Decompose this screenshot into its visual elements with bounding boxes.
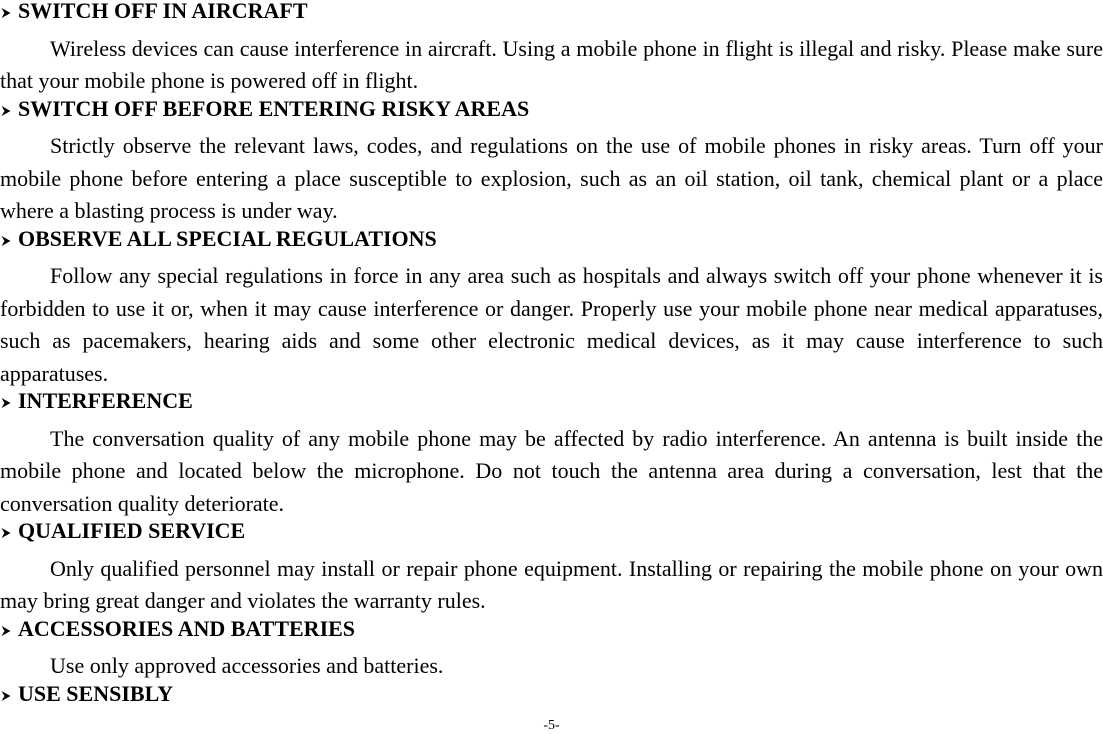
section-heading-text: OBSERVE ALL SPECIAL REGULATIONS bbox=[18, 225, 437, 251]
section-body-text: Wireless devices can cause interference in aircraft. Using a mobile phone in flight is illegal and risky. Please make sure that your mobile phone is powered off in flight. bbox=[0, 35, 1103, 93]
section-heading-qualified-service bbox=[0, 520, 1103, 553]
section-body-text: Strictly observe the relevant laws, codes, and regulations on the use of mobile phones in risky areas. Turn off your mobile phone before entering a place susceptible to explosion, such as an oil station, oil tank, chemical plant or a place where a blasting process is under way. bbox=[0, 133, 1103, 223]
section-heading-observe-all-special-regulations bbox=[0, 225, 1103, 261]
section-heading-switch-off-in-aircraft bbox=[0, 0, 1103, 33]
arrowhead-bullet-icon bbox=[1, 397, 11, 409]
arrowhead-bullet-icon bbox=[1, 105, 11, 117]
section-heading-text: USE SENSIBLY bbox=[18, 680, 174, 706]
section-heading-text: QUALIFIED SERVICE bbox=[18, 518, 246, 543]
section-body-text: Follow any special regulations in force in any area such as hospitals and always switch off your phone whenever it is forbidden to use it or, when it may cause interference or danger. Properly use your mobile phone near medical apparatuses, such as pacemakers, hearing aids and some other electronic medical devices, as it may cause interference to such apparatuses. bbox=[0, 263, 1103, 386]
arrowhead-bullet-icon bbox=[1, 527, 11, 539]
arrowhead-bullet-icon bbox=[1, 625, 11, 637]
section-body-text: The conversation quality of any mobile phone may be affected by radio interference. An antenna is built inside the mobile phone and located below the microphone. Do not touch the antenna area during a conversation, lest that the conversation quality deteriorate. bbox=[0, 425, 1103, 516]
section-heading-use-sensibly bbox=[0, 680, 1103, 716]
section-heading-text: ACCESSORIES AND BATTERIES bbox=[18, 615, 356, 641]
section-body-text: Only qualified personnel may install or repair phone equipment. Installing or repairing the mobile phone on your own may bring great danger and violates the warranty rules. bbox=[0, 555, 1103, 613]
section-heading-interference bbox=[0, 390, 1103, 423]
page-number: -5- bbox=[543, 718, 560, 733]
section-body-text: Use only approved accessories and batteries. bbox=[50, 653, 444, 678]
section-heading-accessories-and-batteries bbox=[0, 615, 1103, 651]
arrowhead-bullet-icon bbox=[1, 235, 11, 247]
arrowhead-bullet-icon bbox=[1, 690, 11, 702]
section-heading-switch-off-before-entering-risky-areas bbox=[0, 95, 1103, 131]
section-heading-text: SWITCH OFF IN AIRCRAFT bbox=[18, 0, 308, 23]
arrowhead-bullet-icon bbox=[1, 7, 11, 19]
section-heading-text: SWITCH OFF BEFORE ENTERING RISKY AREAS bbox=[18, 95, 530, 121]
section-heading-text: INTERFERENCE bbox=[18, 388, 193, 413]
